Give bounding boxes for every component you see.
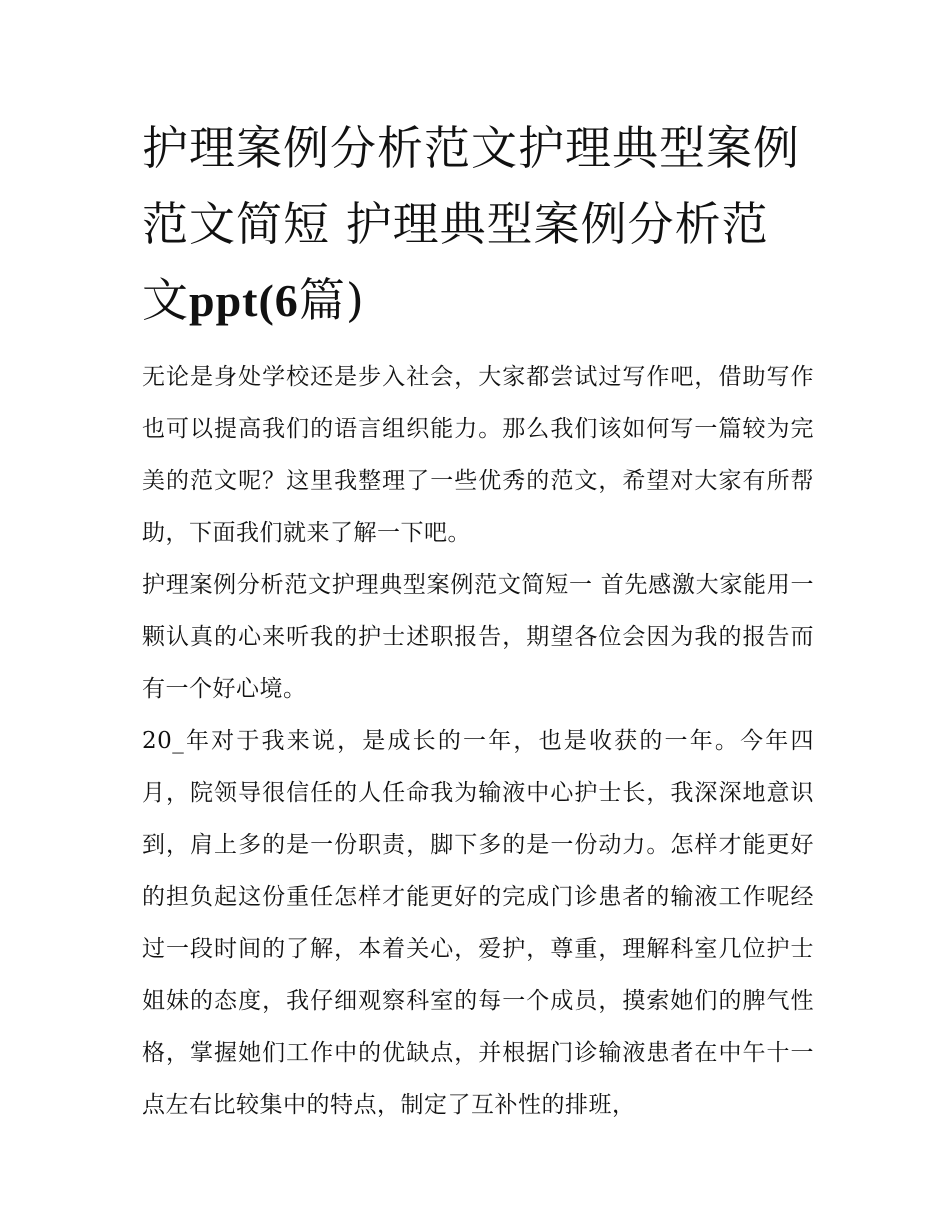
title-text: 护理案例分析范文护理典型案例范文简短 护理典型案例分析范文 <box>142 121 800 327</box>
title-suffix-text: 篇) <box>298 273 365 327</box>
document-title <box>142 110 814 339</box>
body-paragraph-2: 20_年对于我来说，是成长的一年，也是收获的一年。今年四月，院领导很信任的人任命我为输液中心护士长，我深深地意识到，肩上多的是一份职责，脚下多的是一份动力。怎样才能更好的担负起这份重任怎样才能更好的完成门诊患者的输液工作呢经过一段时间的了解，本着关心，爱护，尊重，理解科室几位护士姐妹的态度，我仔细观察科室的每一个成员，摸索她们的脾气性格，掌握她们工作中的优缺点，并根据门诊输液患者在中午十一点左右比较集中的特点，制定了互补性的排班， <box>142 728 814 1118</box>
body-paragraph-1: 护理案例分析范文护理典型案例范文简短一 首先感激大家能用一颗认真的心来听我的护士述职报告，期望各位会因为我的报告而有一个好心境。 <box>142 572 814 702</box>
title-latin-text: ppt(6 <box>189 275 299 326</box>
intro-paragraph: 无论是身处学校还是步入社会，大家都尝试过写作吧，借助写作也可以提高我们的语言组织能力。那么我们该如何写一篇较为完美的范文呢？这里我整理了一些优秀的范文，希望对大家有所帮助，下面我们就来了解一下吧。 <box>142 364 814 546</box>
document-page <box>142 110 814 1131</box>
